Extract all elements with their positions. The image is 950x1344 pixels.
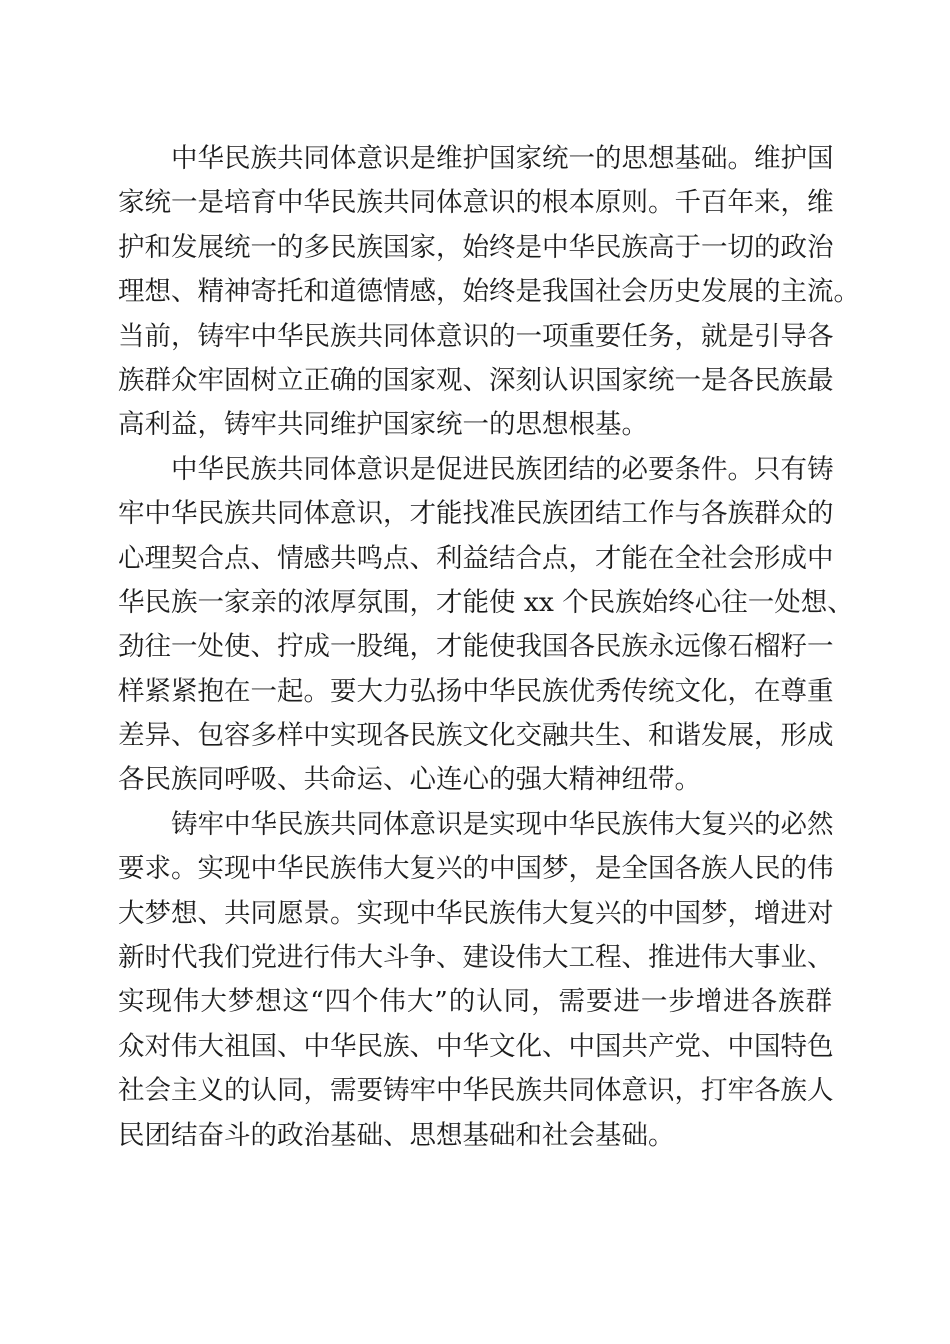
paragraph-line: 高利益，铸牢共同维护国家统一的思想根基。 — [118, 409, 648, 441]
paragraph-line: 实现伟大梦想这“四个伟大”的认同，需要进一步增进各族群 — [118, 986, 832, 1018]
paragraph-national-unity — [118, 137, 860, 448]
paragraph-line: 社会主义的认同，需要铸牢中华民族共同体意识，打牢各族人 — [118, 1075, 834, 1107]
paragraph-line: 当前，铸牢中华民族共同体意识的一项重要任务，就是引导各 — [118, 320, 834, 352]
paragraph-line: 众对伟大祖国、中华民族、中华文化、中国共产党、中国特色 — [118, 1030, 834, 1062]
paragraph-national-rejuvenation — [118, 803, 832, 1158]
paragraph-line: 差异、包容多样中实现各民族文化交融共生、和谐发展，形成 — [118, 720, 834, 752]
paragraph-line: 家统一是培育中华民族共同体意识的根本原则。千百年来，维 — [118, 187, 834, 219]
paragraph-line: 民团结奋斗的政治基础、思想基础和社会基础。 — [118, 1119, 675, 1151]
paragraph-line: 牢中华民族共同体意识，才能找准民族团结工作与各族群众的 — [118, 498, 834, 530]
paragraph-line: 铸牢中华民族共同体意识是实现中华民族伟大复兴的必然 — [171, 808, 834, 840]
paragraph-line: 要求。实现中华民族伟大复兴的中国梦，是全国各族人民的伟 — [118, 853, 834, 885]
document-body — [118, 137, 860, 1158]
paragraph-line: 中华民族共同体意识是维护国家统一的思想基础。维护国 — [171, 143, 834, 174]
paragraph-line: 中华民族共同体意识是促进民族团结的必要条件。只有铸 — [171, 453, 834, 485]
paragraph-line: 护和发展统一的多民族国家，始终是中华民族高于一切的政治 — [118, 231, 834, 263]
paragraph-line: 心理契合点、情感共鸣点、利益结合点，才能在全社会形成中 — [118, 542, 834, 574]
paragraph-line: 族群众牢固树立正确的国家观、深刻认识国家统一是各民族最 — [118, 364, 834, 396]
paragraph-line: 大梦想、共同愿景。实现中华民族伟大复兴的中国梦，增进对 — [118, 897, 834, 929]
paragraph-ethnic-unity — [118, 448, 854, 803]
paragraph-line: 各民族同呼吸、共命运、心连心的强大精神纽带。 — [118, 764, 701, 796]
paragraph-line: 新时代我们党进行伟大斗争、建设伟大工程、推进伟大事业、 — [118, 942, 834, 974]
paragraph-line: 理想、精神寄托和道德情感，始终是我国社会历史发展的主流。 — [118, 276, 860, 308]
paragraph-line: 华民族一家亲的浓厚氛围，才能使 xx 个民族始终心往一处想、 — [118, 586, 854, 618]
paragraph-line: 样紧紧抱在一起。要大力弘扬中华民族优秀传统文化，在尊重 — [118, 675, 834, 707]
paragraph-line: 劲往一处使、拧成一股绳，才能使我国各民族永远像石榴籽一 — [118, 631, 834, 663]
